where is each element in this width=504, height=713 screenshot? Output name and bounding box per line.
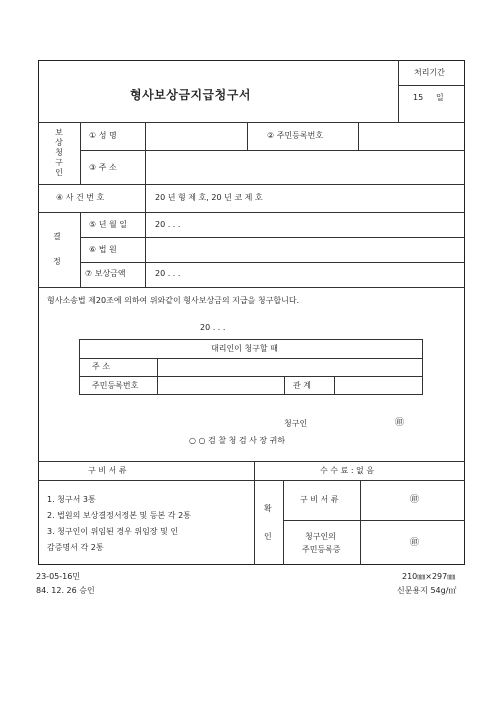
confirm-id-label-1: 청구인의 xyxy=(305,532,336,541)
fee-header: 수 수 료 : 없 음 xyxy=(320,466,375,475)
confirm-docs-label: 구 비 서 류 xyxy=(300,495,339,504)
proxy-rrn-label: 주민등록번호 xyxy=(92,381,139,390)
processing-period-unit: 일 xyxy=(436,93,444,102)
document-item-3: 3. 청구인이 위임된 경우 위임장 및 인 xyxy=(47,527,179,536)
processing-period-label: 처리기간 xyxy=(414,68,445,77)
amount-label: ⑦ 보상금액 xyxy=(85,269,126,278)
footer-approval: 84. 12. 26 승인 xyxy=(36,586,95,595)
decision-date-label: ⑤ 년 월 일 xyxy=(89,220,127,229)
confirm-id-label-2: 주민등록증 xyxy=(302,545,341,554)
footer-size: 210㎜×297㎜ xyxy=(402,572,456,581)
footer-code: 23-05-16민 xyxy=(36,572,81,581)
rrn-label: ② 주민등록번호 xyxy=(267,131,324,140)
case-number-label: ④ 사 건 번 호 xyxy=(56,193,105,202)
court-label: ⑥ 법 원 xyxy=(89,245,117,254)
confirm-label-1: 확 xyxy=(264,504,272,513)
name-label: ① 성 명 xyxy=(89,131,117,140)
addressee: ○ ○ 검 찰 청 검 사 장 귀하 xyxy=(189,436,286,445)
decision-label-2: 정 xyxy=(53,257,61,266)
documents-header: 구 비 서 류 xyxy=(88,466,127,475)
confirm-docs-seal: ㊞ xyxy=(410,495,420,505)
address-label: ③ 주 소 xyxy=(89,163,117,172)
proxy-relation-label: 관 계 xyxy=(293,381,311,390)
claimant-section-label: 보상청구인 xyxy=(55,128,63,177)
claimant-signature-label: 청구인 xyxy=(284,419,308,428)
confirm-id-seal: ㊞ xyxy=(410,538,420,548)
form-title: 형사보상금지급청구서 xyxy=(130,88,251,102)
document-item-4: 감증명서 각 2통 xyxy=(47,543,104,552)
document-item-1: 1. 청구서 3통 xyxy=(47,495,96,504)
processing-period-value: 15 xyxy=(413,93,424,102)
proxy-address-label: 주 소 xyxy=(92,362,110,371)
case-number-value: 20 년 형 제 호, 20 년 코 제 호 xyxy=(155,193,263,202)
claimant-seal: ㊞ xyxy=(395,418,405,428)
document-item-2: 2. 법원의 보상결정서정본 및 등본 각 2통 xyxy=(47,511,191,520)
confirm-label-2: 인 xyxy=(264,532,272,541)
proxy-title: 대리인이 청구할 때 xyxy=(211,344,278,353)
decision-label-1: 결 xyxy=(53,232,61,241)
claim-statement: 형사소송법 제20조에 의하여 위와같이 형사보상금의 지급을 청구합니다. xyxy=(47,296,300,305)
decision-date-value: 20 . . . xyxy=(155,220,181,229)
amount-value: 20 . . . xyxy=(155,269,181,278)
claim-date: 20 . . . xyxy=(200,323,226,332)
footer-paper: 신문용지 54g/㎡ xyxy=(397,586,457,595)
